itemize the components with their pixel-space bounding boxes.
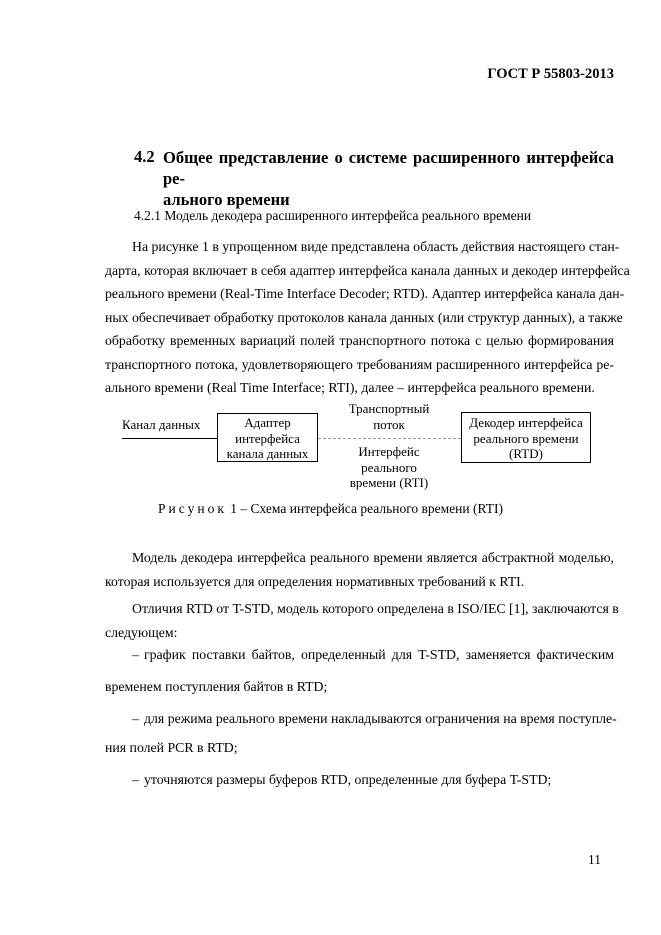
transport-stream-label-line: поток — [373, 416, 405, 432]
document-header: ГОСТ Р 55803-2013 — [487, 66, 614, 82]
bullet-dash: – — [132, 647, 139, 662]
transport-stream-label-line: Транспортный — [348, 401, 430, 416]
paragraph-line: которая используется для определения нормативных требований к RTI. — [105, 573, 525, 589]
paragraph-line: следующем: — [105, 624, 178, 640]
page-number: 11 — [588, 852, 601, 867]
bullet-text: уточняются размеры буферов RTD, определенные для буфера T-STD; — [144, 772, 552, 787]
bullet-item — [105, 707, 617, 731]
figure-rti-diagram — [0, 395, 661, 495]
paragraph-line: дарта, которая включает в себя адаптер интерфейса канала данных и декодер интерфейса — [105, 262, 630, 278]
rti-interface-label-line: Интерфейс — [358, 444, 420, 459]
section-number: 4.2 — [134, 147, 155, 166]
paragraph-line: Модель декодера интерфейса реального времени является абстрактной моделью, — [132, 550, 614, 565]
bullet-item-continuation — [105, 736, 614, 760]
bullet-text: график поставки байтов, определенный для T-STD, заменяется фактическим — [144, 647, 614, 662]
bullet-line — [105, 643, 614, 667]
transport-stream-line — [318, 438, 461, 439]
adapter-box-line: канала данных — [226, 446, 309, 461]
decoder-box-line: реального времени — [473, 430, 579, 446]
figure-caption — [0, 501, 661, 517]
adapter-box — [217, 413, 318, 462]
bullet-line — [105, 768, 614, 792]
subsection-heading: 4.2.1 Модель декодера расширенного интерфейса реального времени — [134, 208, 532, 223]
figure-caption-label: Рисунок — [158, 501, 227, 516]
paragraph-line: реального времени (Real-Time Interface Decoder; RTD). Адаптер интерфейса канала дан- — [105, 286, 625, 301]
bullet-item-continuation — [105, 675, 614, 699]
bullet-text: временем поступления байтов в RTD; — [105, 679, 328, 694]
figure-caption-text: 1 – Схема интерфейса реального времени (RTI) — [226, 501, 503, 516]
section-title-line-2: ального времени — [163, 190, 290, 209]
bullet-item — [105, 768, 614, 792]
bullet-text: ния полей PCR в RTD; — [105, 740, 238, 755]
rti-interface-label-line: времени (RTI) — [349, 475, 429, 490]
paragraph-line: транспортного потока, удовлетворяющего требованиям расширенного интерфейса ре- — [105, 356, 614, 372]
paragraph-line: Отличия RTD от T-STD, модель которого определена в ISO/IEC [1], заключаются в — [132, 601, 619, 616]
paragraph-line: ального времени (Real Time Interface; RTI), далее – интерфейса реального времени. — [105, 380, 595, 395]
bullet-dash: – — [132, 711, 139, 726]
paragraph-differences — [105, 597, 619, 644]
decoder-box — [461, 412, 591, 463]
paragraph-line: обработку временных вариаций полей транспортного потока с целью формирования — [105, 333, 614, 348]
rti-interface-label-line: реального — [361, 459, 417, 475]
paragraph-scope — [105, 235, 630, 400]
decoder-box-line: Декодер интерфейса — [469, 415, 583, 430]
bullet-dash: – — [132, 772, 139, 787]
paragraph-line: На рисунке 1 в упрощенном виде представлена область действия настоящего стан- — [132, 239, 620, 254]
section-title — [163, 147, 614, 210]
bullet-line — [105, 707, 617, 731]
adapter-box-line: интерфейса — [235, 430, 300, 446]
transport-stream-label — [330, 401, 448, 432]
paragraph-model — [105, 546, 614, 593]
data-channel-line — [122, 438, 218, 439]
bullet-item — [105, 643, 614, 667]
paragraph-line: ных обеспечивает обработку протоколов канала данных (или структур данных), а также — [105, 309, 623, 325]
adapter-box-line: Адаптер — [244, 415, 291, 430]
section-title-line-1: Общее представление о системе расширенного интерфейса ре- — [163, 148, 614, 188]
input-label-data-channel: Канал данных — [122, 417, 201, 432]
rti-interface-label — [330, 444, 448, 491]
bullet-text: для режима реального времени накладываются ограничения на время поступле- — [144, 711, 617, 726]
decoder-box-line: (RTD) — [509, 446, 543, 461]
